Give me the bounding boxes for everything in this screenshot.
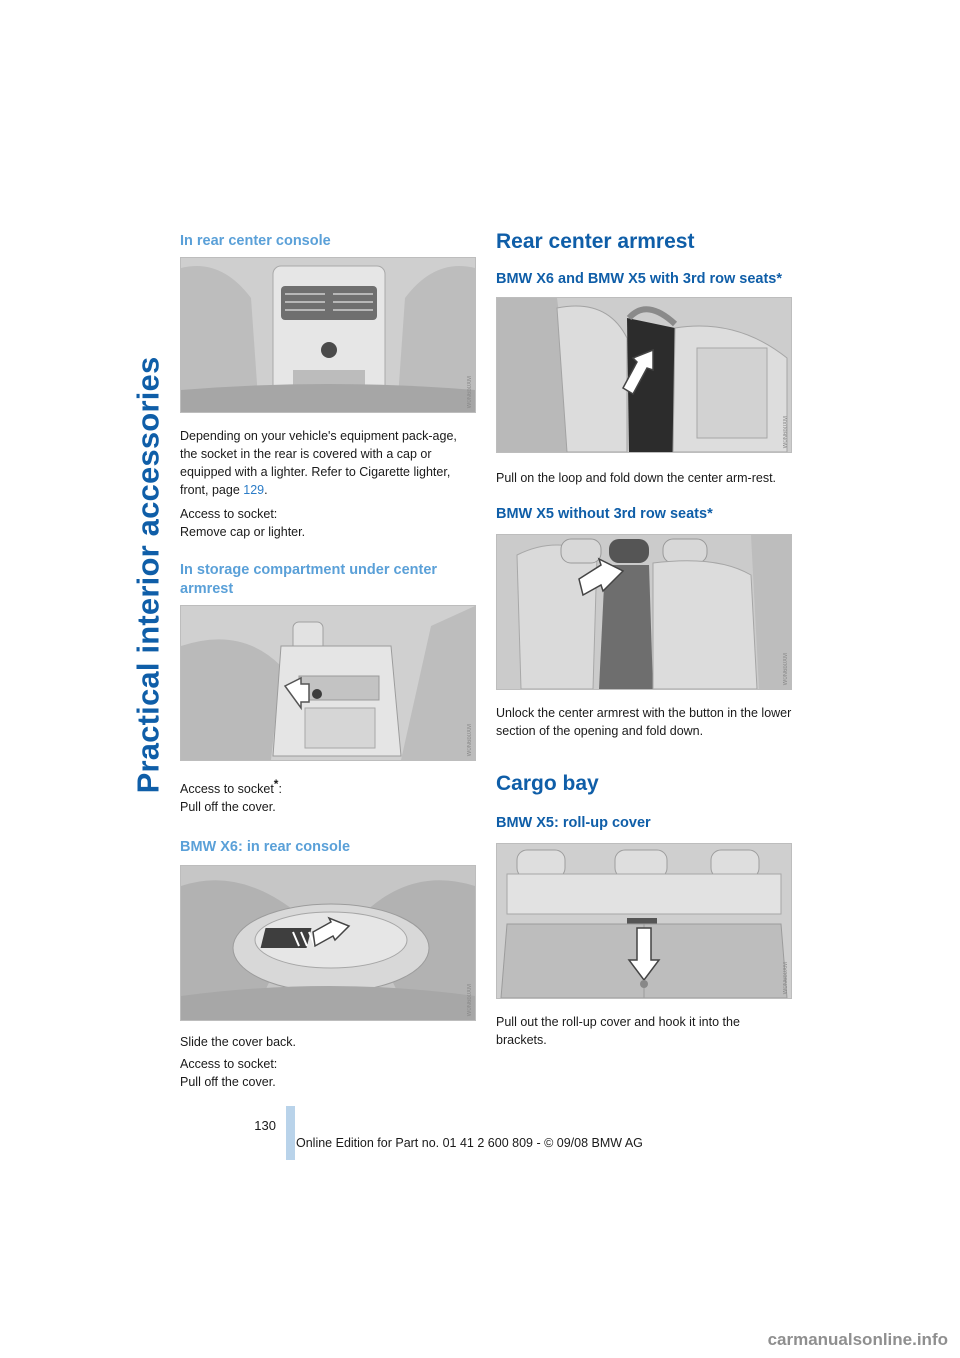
figure-armrest-x5 xyxy=(496,534,792,690)
x6-rear-console-illustration xyxy=(181,866,475,1020)
figure-code: W0N6b0XM xyxy=(783,961,789,994)
paragraph-socket-description xyxy=(180,427,476,499)
right-column xyxy=(496,226,792,1049)
figure-x6-rear-console xyxy=(180,865,476,1021)
figure-code: W0N6b0XM xyxy=(467,723,473,756)
paragraph-pull-roll-up-cover: Pull out the roll-up cover and hook it into the brackets. xyxy=(496,1015,740,1047)
armrest-x6-illustration xyxy=(497,298,791,452)
rear-console-illustration xyxy=(181,258,475,412)
figure-code: W0N6b0XM xyxy=(783,415,789,448)
section-title-rear-center-armrest: Rear center armrest xyxy=(496,230,695,253)
site-watermark: carmanualsonline.info xyxy=(767,1330,948,1349)
section-heading-x6-x5-3rd-row: BMW X6 and BMW X5 with 3rd row seats* xyxy=(496,271,783,287)
section-heading-roll-up-cover: BMW X5: roll-up cover xyxy=(496,815,651,831)
page-number: 130 xyxy=(254,1118,276,1133)
section-title-cargo-bay: Cargo bay xyxy=(496,772,599,795)
paragraph-access-socket-x6 xyxy=(180,1055,476,1091)
section-heading-rear-center-console: In rear center console xyxy=(180,233,331,249)
paragraph-unlock-armrest: Unlock the center armrest with the button in the lower section of the opening and fold down. xyxy=(496,706,792,738)
access-line: Access to socket: xyxy=(180,1057,278,1072)
text-part-end: . xyxy=(264,483,268,497)
section-heading-x5-without-3rd-row: BMW X5 without 3rd row seats* xyxy=(496,506,713,522)
optional-equipment-star: * xyxy=(273,777,279,791)
figure-code: W0N6b0XM xyxy=(467,983,473,1017)
roll-up-cover-illustration xyxy=(497,844,791,998)
figure-armrest-x6 xyxy=(496,297,792,453)
left-column xyxy=(180,226,476,1091)
access-instruction: Remove cap or lighter. xyxy=(180,525,306,539)
figure-rear-center-console xyxy=(180,257,476,413)
armrest-x5-illustration xyxy=(497,535,791,689)
paragraph-pull-loop: Pull on the loop and fold down the center arm-rest. xyxy=(496,471,777,485)
colon: : xyxy=(278,782,282,797)
paragraph-slide-cover: Slide the cover back. xyxy=(180,1035,297,1050)
figure-storage-compartment xyxy=(180,605,476,761)
paragraph-access-socket-armrest xyxy=(180,775,476,816)
access-instruction: Pull off the cover. xyxy=(180,1075,276,1090)
chapter-title xyxy=(118,230,178,920)
figure-code: W0N6b0XM xyxy=(783,652,789,685)
footer-edition-text: Online Edition for Part no. 01 41 2 600 809 - © 09/08 BMW AG xyxy=(296,1136,643,1150)
access-line: Access to socket: xyxy=(180,507,278,521)
figure-code: W0N6b0XM xyxy=(467,375,473,408)
text-part: Depending on your vehicle's equipment pack-age, the socket in the rear is covered with a cap or equipped with a lighter. Refer to Cigarette lighter, front, page xyxy=(180,429,457,497)
footer-accent-bar xyxy=(286,1106,295,1160)
figure-roll-up-cover xyxy=(496,843,792,999)
paragraph-access-socket xyxy=(180,505,476,541)
chapter-title-text: Practical interior accessories xyxy=(130,356,165,794)
section-heading-x6-rear-console: BMW X6: in rear console xyxy=(180,839,351,856)
storage-compartment-illustration xyxy=(181,606,475,760)
section-heading-storage-compartment: In storage compartment under center armrest xyxy=(180,562,438,597)
access-instruction: Pull off the cover. xyxy=(180,800,276,815)
page-link-129[interactable]: 129 xyxy=(243,483,265,497)
access-line: Access to socket xyxy=(180,782,274,797)
